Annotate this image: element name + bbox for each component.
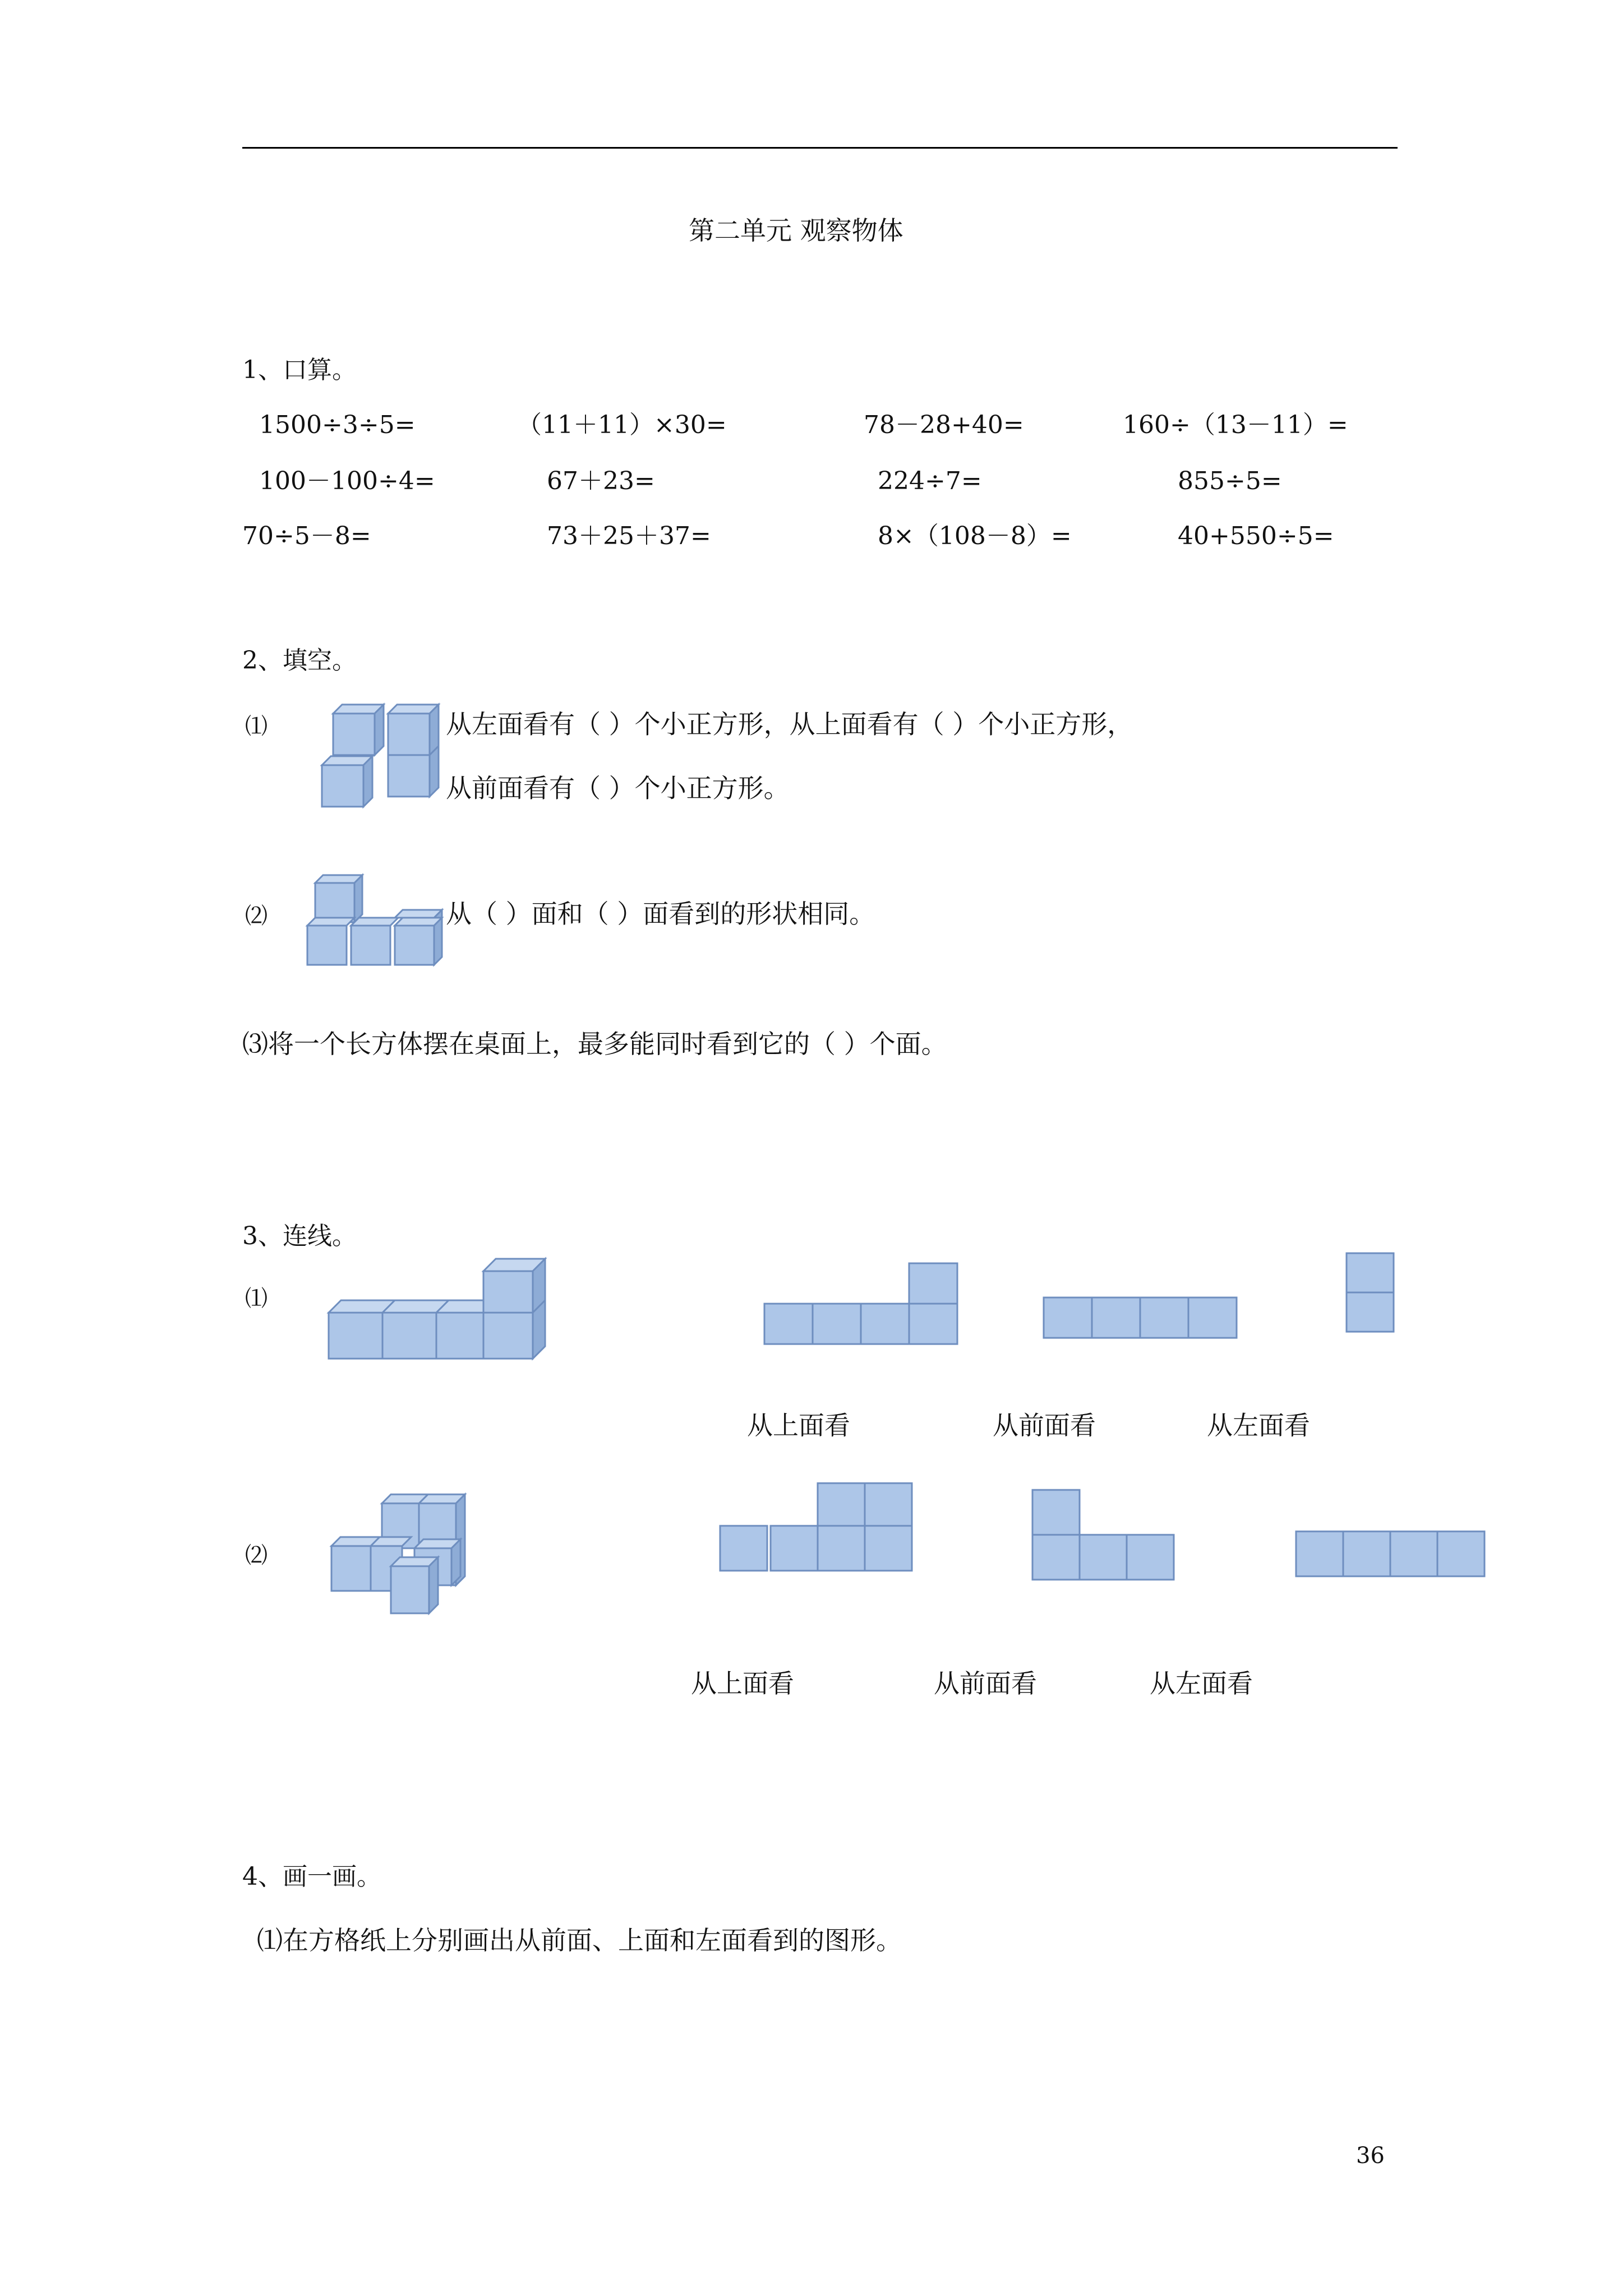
fill-blank-text: ⑶将一个长方体摆在桌面上，最多能同时看到它的（ ）个面。: [242, 1029, 947, 1059]
view-label: 从上面看: [747, 1410, 850, 1441]
drawing-instruction: ⑴在方格纸上分别画出从前面、上面和左面看到的图形。: [257, 1925, 902, 1955]
fill-blank-text: 从左面看有（ ）个小正方形，从上面看有（ ）个小正方形，: [446, 709, 1133, 739]
cube-figure-2-1: [317, 696, 463, 813]
cube: [395, 918, 442, 965]
cube: [391, 1557, 438, 1613]
cube: [315, 875, 362, 922]
square: [1032, 1535, 1080, 1580]
square: [909, 1263, 957, 1304]
square: [1080, 1535, 1127, 1580]
calc-item: 67＋23=: [547, 467, 655, 495]
square: [865, 1526, 912, 1571]
cube-figure-3-1: [320, 1251, 566, 1380]
square: [1343, 1531, 1390, 1576]
calc-item: 78－28+40=: [864, 411, 1024, 439]
calc-item: 1500÷3÷5=: [259, 411, 416, 439]
cube: [351, 918, 398, 965]
calc-item: 224÷7=: [878, 467, 982, 495]
calc-item: 160÷（13－11）=: [1123, 411, 1348, 439]
section2-heading: 2、填空。: [242, 646, 357, 675]
calc-item: 40+550÷5=: [1178, 522, 1334, 550]
view-option-3-2-b: [1029, 1487, 1186, 1588]
section3-heading: 3、连线。: [242, 1222, 357, 1250]
fill-blank-text: 从前面看有（ ）个小正方形。: [446, 773, 790, 803]
square: [1390, 1531, 1437, 1576]
square: [861, 1304, 909, 1344]
square: [1347, 1253, 1394, 1292]
square: [1437, 1531, 1484, 1576]
square: [1140, 1297, 1188, 1338]
calc-item: 73＋25＋37=: [547, 522, 711, 550]
view-label: 从上面看: [691, 1668, 794, 1699]
square: [1032, 1490, 1080, 1535]
square: [1092, 1297, 1140, 1338]
square: [865, 1483, 912, 1526]
cube: [307, 918, 354, 965]
square: [818, 1483, 865, 1526]
square: [764, 1304, 813, 1344]
calc-item: 100－100÷4=: [259, 467, 435, 495]
calc-item: 70÷5－8=: [242, 522, 371, 550]
view-label: 从前面看: [934, 1668, 1037, 1699]
view-label: 从左面看: [1150, 1668, 1253, 1699]
fill-blank-text: 从（ ）面和（ ）面看到的形状相同。: [446, 899, 875, 929]
cube: [483, 1259, 545, 1313]
square: [720, 1526, 767, 1571]
view-option-3-1-a: [760, 1257, 962, 1358]
square: [1044, 1297, 1092, 1338]
square: [1296, 1531, 1343, 1576]
view-option-3-1-c: [1343, 1250, 1399, 1340]
q-number: ⑴: [245, 714, 268, 739]
page-number: 36: [1356, 2143, 1385, 2169]
q-number: ⑴: [245, 1286, 268, 1312]
square: [813, 1304, 861, 1344]
view-option-3-2-a: [717, 1481, 924, 1582]
square: [1347, 1292, 1394, 1332]
square: [818, 1526, 865, 1571]
calc-item: （11＋11）×30=: [517, 411, 727, 439]
section1-heading: 1、口算。: [242, 356, 357, 384]
view-label: 从前面看: [993, 1410, 1096, 1441]
page-title: 第二单元 观察物体: [689, 215, 903, 246]
q-number: ⑵: [245, 903, 268, 929]
cube: [388, 705, 439, 755]
cube: [333, 705, 384, 755]
view-option-3-2-c: [1293, 1527, 1495, 1583]
square: [909, 1304, 957, 1344]
square: [1127, 1535, 1174, 1580]
calc-item: 855÷5=: [1178, 467, 1282, 495]
cube-figure-3-2: [322, 1475, 536, 1632]
view-label: 从左面看: [1207, 1410, 1310, 1441]
q-number: ⑵: [245, 1543, 268, 1568]
section4-heading: 4、画一画。: [242, 1862, 381, 1891]
cube: [322, 756, 372, 807]
calc-item: 8×（108－8）=: [878, 522, 1072, 550]
square: [771, 1526, 818, 1571]
header-rule: [242, 147, 1398, 149]
square: [1188, 1297, 1237, 1338]
view-option-3-1-b: [1040, 1293, 1242, 1343]
